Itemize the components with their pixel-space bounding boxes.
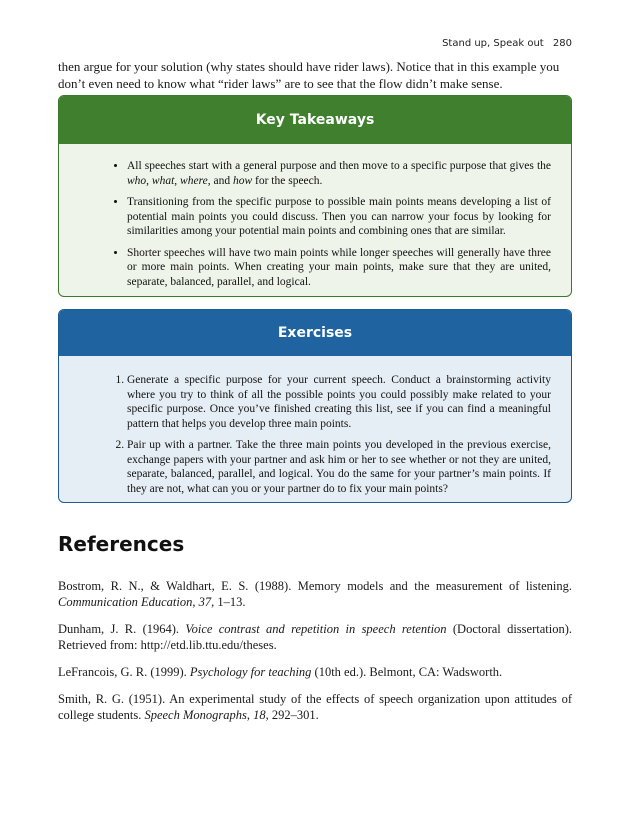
text-run: , 1–13.	[211, 595, 246, 609]
list-item: • Shorter speeches will have two main points while longer speeches will generally have three or more main points. When creating your main points, make sure that they are united, separate, balanced, parallel, and logical.	[127, 246, 551, 290]
text-run: for the speech.	[252, 174, 323, 187]
key-takeaways-box	[58, 95, 572, 297]
list-item: 1. Generate a specific purpose for your current speech. Conduct a brainstorming activity where you try to think of all the possible points you could possibly make related to your specific purpose. Once you’ve finished creating this list, see if you can find a meaningful pattern that helps you develop three main points.	[127, 373, 551, 431]
text-run: , 292–301.	[265, 708, 319, 722]
text-run: ,	[246, 708, 254, 722]
text-run: ,	[192, 595, 199, 609]
italic-run: Communication Education	[58, 595, 193, 609]
running-head-title: Stand up, Speak out	[442, 38, 544, 49]
text-run: Dunham, J. R. (1964).	[58, 622, 186, 636]
text-run: Bostrom, R. N., & Waldhart, E. S. (1988). Memory models and the measurement of listening.	[58, 579, 572, 593]
italic-run: Psychology for teaching	[189, 665, 312, 679]
italic-run: what	[151, 174, 175, 187]
italic-run: Voice contrast and repetition in speech retention	[185, 622, 447, 636]
reference-entry	[58, 621, 572, 653]
reference-entry	[58, 664, 572, 680]
text-run: ,	[146, 174, 152, 187]
list-item	[127, 159, 551, 188]
italic-run: how	[232, 174, 253, 187]
italic-run: 18	[253, 708, 266, 722]
exercises-title: Exercises	[59, 310, 571, 356]
italic-run: Speech Monographs	[144, 708, 247, 722]
reference-entry	[58, 578, 572, 610]
text-run: , and	[207, 174, 233, 187]
exercises-list	[59, 356, 571, 496]
list-item: 2. Pair up with a partner. Take the three main points you developed in the previous exercise, exchange papers with your partner and ask him or her to see whether or not they are united, separate, balanced, parallel, and logical. You do the same for your partner’s main points. If they are not, what can you or your partner do to fix your main points?	[127, 438, 551, 496]
text-run: Smith, R. G. (1951). An experimental study of the effects of speech organization upon attitudes of college students.	[58, 692, 572, 722]
italic-run: 37	[198, 595, 212, 609]
exercises-box	[58, 309, 572, 503]
text-run: ,	[174, 174, 181, 187]
italic-run: who	[127, 174, 147, 187]
key-takeaways-title: Key Takeaways	[59, 96, 571, 144]
running-head	[442, 38, 572, 49]
text-run: All speeches start with a general purpose and then move to a specific purpose that gives the	[127, 160, 551, 172]
references-list	[58, 578, 572, 734]
page-number: 280	[552, 38, 572, 49]
list-item: • Transitioning from the specific purpose to possible main points means developing a list of potential main points you could discuss. Then you can narrow your focus by looking for similarities among your potential main points and combining ones that are similar.	[127, 195, 551, 239]
italic-run: where	[180, 174, 208, 187]
text-run: (Doctoral dissertation). Retrieved from: http://etd.lib.ttu.edu/theses.	[58, 622, 573, 652]
references-heading: References	[58, 532, 185, 556]
text-run: (10th ed.). Belmont, CA: Wadsworth.	[311, 665, 503, 679]
reference-entry	[58, 691, 572, 723]
intro-paragraph: then argue for your solution (why states should have rider laws). Notice that in this example you don’t even need to know what “rider laws” are to see that the flow didn’t make sense.	[58, 59, 560, 91]
text-run: LeFrancois, G. R. (1999).	[58, 665, 190, 679]
key-takeaways-list	[59, 144, 571, 289]
